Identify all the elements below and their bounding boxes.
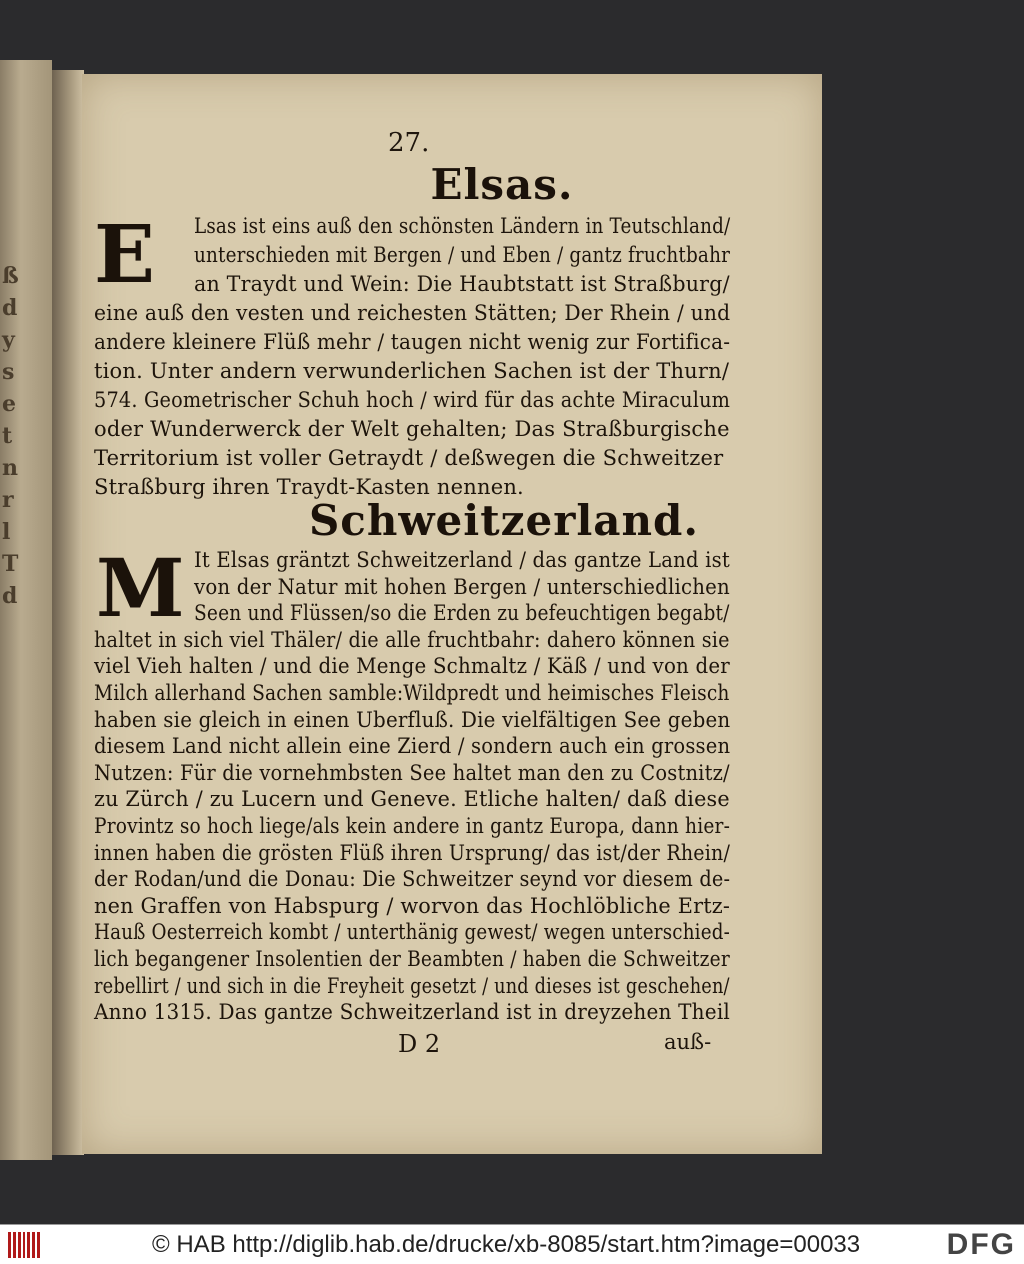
text-line: unterschieden mit Bergen / und Eben / gantz fruchtbahr xyxy=(194,243,731,267)
previous-page-letter: ß xyxy=(2,263,19,289)
text-line: Milch allerhand Sachen samble:Wildpredt und heimisches Fleisch xyxy=(94,681,730,705)
dropcap-schweitzerland: M xyxy=(96,541,185,635)
previous-page-letter: T xyxy=(2,551,19,577)
footer-bar xyxy=(0,1224,1024,1264)
page-number: 27. xyxy=(388,128,430,158)
text-line: Seen und Flüssen/so die Erden zu befeuchtigen begabt/ xyxy=(194,601,730,626)
text-line: lich begangener Insolentien der Beambten / haben die Schweitzer xyxy=(94,947,730,971)
text-line: diesem Land nicht allein eine Zierd / sondern auch ein grossen xyxy=(94,734,731,759)
previous-page-edge xyxy=(0,60,52,1160)
previous-page-letter: y xyxy=(2,327,15,353)
book-gutter xyxy=(52,70,84,1155)
previous-page-letter: e xyxy=(2,391,16,417)
previous-page-letter: r xyxy=(2,487,14,513)
text-line: haltet in sich viel Thäler/ die alle fruchtbahr: dahero können sie xyxy=(94,627,730,652)
text-line: tion. Unter andern verwunderlichen Sachen ist der Thurn/ xyxy=(94,359,730,383)
previous-page-letter: t xyxy=(2,423,13,449)
previous-page-letter: s xyxy=(2,359,15,385)
text-line: von der Natur mit hohen Bergen / unterschiedlichen xyxy=(194,574,730,599)
text-line: Provintz so hoch liege/als kein andere in gantz Europa, dann hier- xyxy=(94,814,731,838)
text-line: Nutzen: Für die vornehmbsten See haltet man den zu Costnitz/ xyxy=(94,760,730,785)
text-line: viel Vieh halten / und die Menge Schmaltz / Käß / und von der xyxy=(94,654,730,679)
catchword: auß- xyxy=(664,1030,712,1054)
signature-mark: D 2 xyxy=(398,1030,441,1058)
text-line: an Traydt und Wein: Die Haubtstatt ist Straßburg/ xyxy=(194,272,730,296)
text-line: Hauß Oesterreich kombt / unterthänig gewest/ wegen unterschied- xyxy=(94,920,730,945)
text-line: andere kleinere Flüß mehr / taugen nicht wenig zur Fortifica- xyxy=(94,330,731,354)
section-text-elsas xyxy=(94,207,731,502)
previous-page-letter: l xyxy=(2,519,11,545)
section-heading-schweitzerland: Schweitzerland. xyxy=(308,496,700,545)
section-text-schweitzerland xyxy=(94,541,731,1026)
previous-page-letter: n xyxy=(2,455,18,481)
text-line: Territorium ist voller Getraydt / deßwegen die Schweitzer xyxy=(94,446,724,470)
text-line: eine auß den vesten und reichesten Stätten; Der Rhein / und xyxy=(94,301,731,325)
text-line: nen Graffen von Habspurg / worvon das Hochlöbliche Ertz- xyxy=(94,893,731,918)
text-line: der Rodan/und die Donau: Die Schweitzer seynd vor diesem de- xyxy=(94,867,731,892)
text-line: Anno 1315. Das gantze Schweitzerland ist in dreyzehen Theil xyxy=(94,1000,731,1025)
text-line: rebellirt / und sich in die Freyheit gesetzt / und dieses ist geschehen/ xyxy=(94,973,730,998)
hab-logo-icon xyxy=(8,1232,40,1258)
text-line: zu Zürch / zu Lucern und Geneve. Etliche halten/ daß diese xyxy=(94,787,730,812)
previous-page-letter: d xyxy=(2,295,18,321)
text-line: It Elsas gräntzt Schweitzerland / das gantze Land ist xyxy=(194,548,730,572)
previous-page-letter: d xyxy=(2,583,18,609)
dfg-logo: DFG xyxy=(946,1228,1016,1261)
text-line: oder Wunderwerck der Welt gehalten; Das Straßburgische xyxy=(94,417,730,441)
previous-page-letters xyxy=(2,260,19,612)
section-heading-elsas: Elsas. xyxy=(430,160,574,209)
text-line: Straßburg ihren Traydt-Kasten nennen. xyxy=(94,475,524,499)
text-line: 574. Geometrischer Schuh hoch / wird für das achte Miraculum xyxy=(94,388,731,412)
text-line: haben sie gleich in einen Uberfluß. Die vielfältigen See geben xyxy=(94,707,731,732)
footer-link[interactable]: © HAB http://diglib.hab.de/drucke/xb-8085/start.htm?image=00033 xyxy=(152,1231,861,1258)
text-line: Lsas ist eins auß den schönsten Ländern in Teutschland/ xyxy=(194,214,731,238)
text-line: innen haben die grösten Flüß ihren Ursprung/ das ist/der Rhein/ xyxy=(94,840,731,865)
dropcap-elsas: E xyxy=(94,207,155,301)
